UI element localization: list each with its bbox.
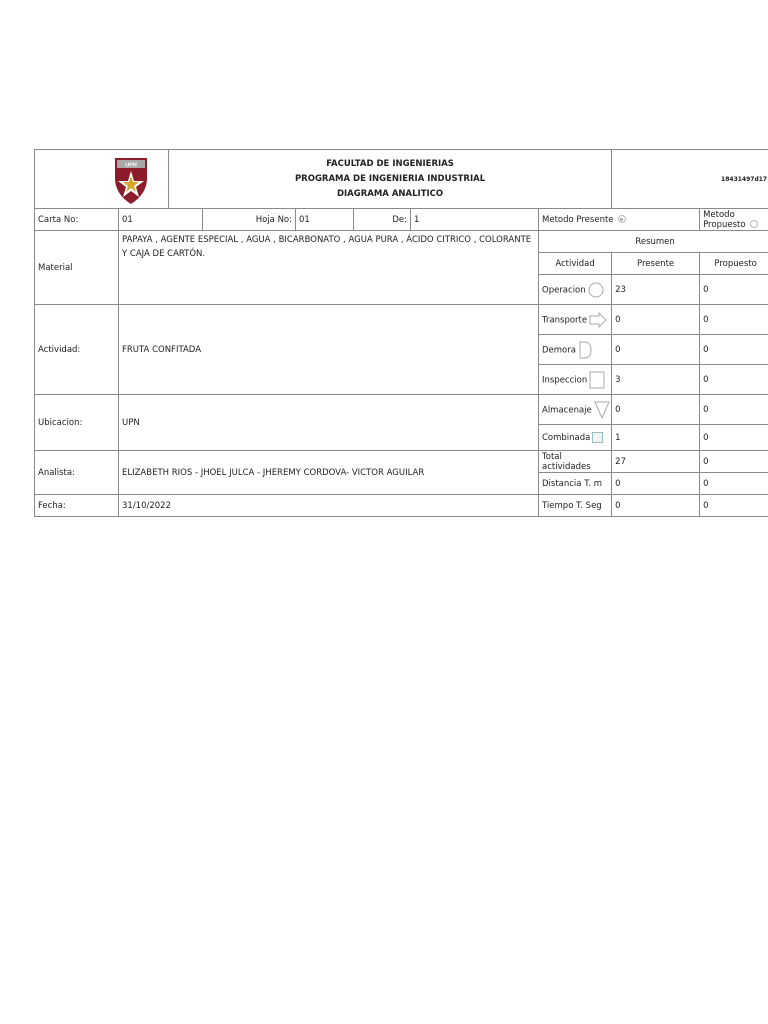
row-almacenaje <box>539 395 612 425</box>
row-tiempo: Tiempo T. Seg <box>539 495 612 517</box>
upn-logo <box>111 152 151 206</box>
row-label: Demora <box>542 345 576 355</box>
demora-presente: 0 <box>612 335 700 365</box>
carta-value: 01 <box>119 209 203 231</box>
analista-value: ELIZABETH RIOS - JHOEL JULCA - JHEREMY CORDOVA- VICTOR AGUILAR <box>119 451 539 495</box>
metodo-presente-radio[interactable] <box>618 215 626 223</box>
transporte-presente: 0 <box>612 305 700 335</box>
diagrama-analitico-table <box>34 149 768 517</box>
metodo-propuesto-label: Metodo Propuesto <box>703 209 746 230</box>
operacion-propuesto: 0 <box>700 275 768 305</box>
hoja-label: Hoja No: <box>203 209 296 231</box>
col-presente: Presente <box>612 253 700 275</box>
total-presente: 27 <box>612 451 700 473</box>
actividad-value: FRUTA CONFITADA <box>119 305 539 395</box>
metodo-presente <box>539 209 700 231</box>
actividad-label: Actividad: <box>35 305 119 395</box>
square-icon <box>589 371 605 389</box>
fecha-label: Fecha: <box>35 495 119 517</box>
row-demora <box>539 335 612 365</box>
inspeccion-propuesto: 0 <box>700 365 768 395</box>
row-label: Inspeccion <box>542 375 588 385</box>
row-label: Operacion <box>542 285 586 295</box>
row-transporte <box>539 305 612 335</box>
row-operacion <box>539 275 612 305</box>
almacenaje-propuesto: 0 <box>700 395 768 425</box>
analista-label: Analista: <box>35 451 119 495</box>
operacion-presente: 23 <box>612 275 700 305</box>
carta-label: Carta No: <box>35 209 119 231</box>
row-label: Transporte <box>542 315 588 325</box>
tiempo-presente: 0 <box>612 495 700 517</box>
broken-image-icon <box>592 432 603 443</box>
metodo-propuesto <box>700 209 768 231</box>
almacenaje-presente: 0 <box>612 395 700 425</box>
combinada-propuesto: 0 <box>700 425 768 451</box>
metodo-propuesto-radio[interactable] <box>750 220 758 228</box>
row-label: Combinada <box>542 433 591 443</box>
col-actividad: Actividad <box>539 253 612 275</box>
ubicacion-label: Ubicacion: <box>35 395 119 451</box>
triangle-icon <box>594 401 610 419</box>
resumen-title: Resumen <box>539 231 768 253</box>
distancia-presente: 0 <box>612 473 700 495</box>
demora-propuesto: 0 <box>700 335 768 365</box>
row-total: Total actividades <box>539 451 612 473</box>
faculty-title: FACULTAD DE INGENIERIAS <box>326 158 454 169</box>
arrow-icon <box>589 312 607 328</box>
row-inspeccion <box>539 365 612 395</box>
hoja-value: 01 <box>296 209 354 231</box>
total-propuesto: 0 <box>700 451 768 473</box>
document-code: 18431497d17 <box>612 150 768 209</box>
logo-cell <box>35 150 169 209</box>
logo-text: UPN <box>125 162 137 169</box>
tiempo-propuesto: 0 <box>700 495 768 517</box>
program-title: PROGRAMA DE INGENIERIA INDUSTRIAL <box>294 173 486 184</box>
d-shape-icon <box>578 341 592 359</box>
combinada-presente: 1 <box>612 425 700 451</box>
metodo-presente-label: Metodo Presente <box>542 214 614 225</box>
circle-icon <box>588 282 604 298</box>
distancia-propuesto: 0 <box>700 473 768 495</box>
de-label: De: <box>354 209 411 231</box>
diagram-title: DIAGRAMA ANALITICO <box>336 188 444 199</box>
transporte-propuesto: 0 <box>700 305 768 335</box>
col-propuesto: Propuesto <box>700 253 768 275</box>
ubicacion-value: UPN <box>119 395 539 451</box>
row-combinada <box>539 425 612 451</box>
row-distancia: Distancia T. m <box>539 473 612 495</box>
row-label: Almacenaje <box>542 405 592 415</box>
header-titles <box>169 150 612 209</box>
inspeccion-presente: 3 <box>612 365 700 395</box>
material-value: PAPAYA , AGENTE ESPECIAL , AGUA , BICARBONATO , AGUA PURA , ÁCIDO CITRICO , COLORANTE Y CAJA DE CARTÓN. <box>119 231 539 305</box>
de-value: 1 <box>411 209 539 231</box>
fecha-value: 31/10/2022 <box>119 495 539 517</box>
material-label: Material <box>35 231 119 305</box>
